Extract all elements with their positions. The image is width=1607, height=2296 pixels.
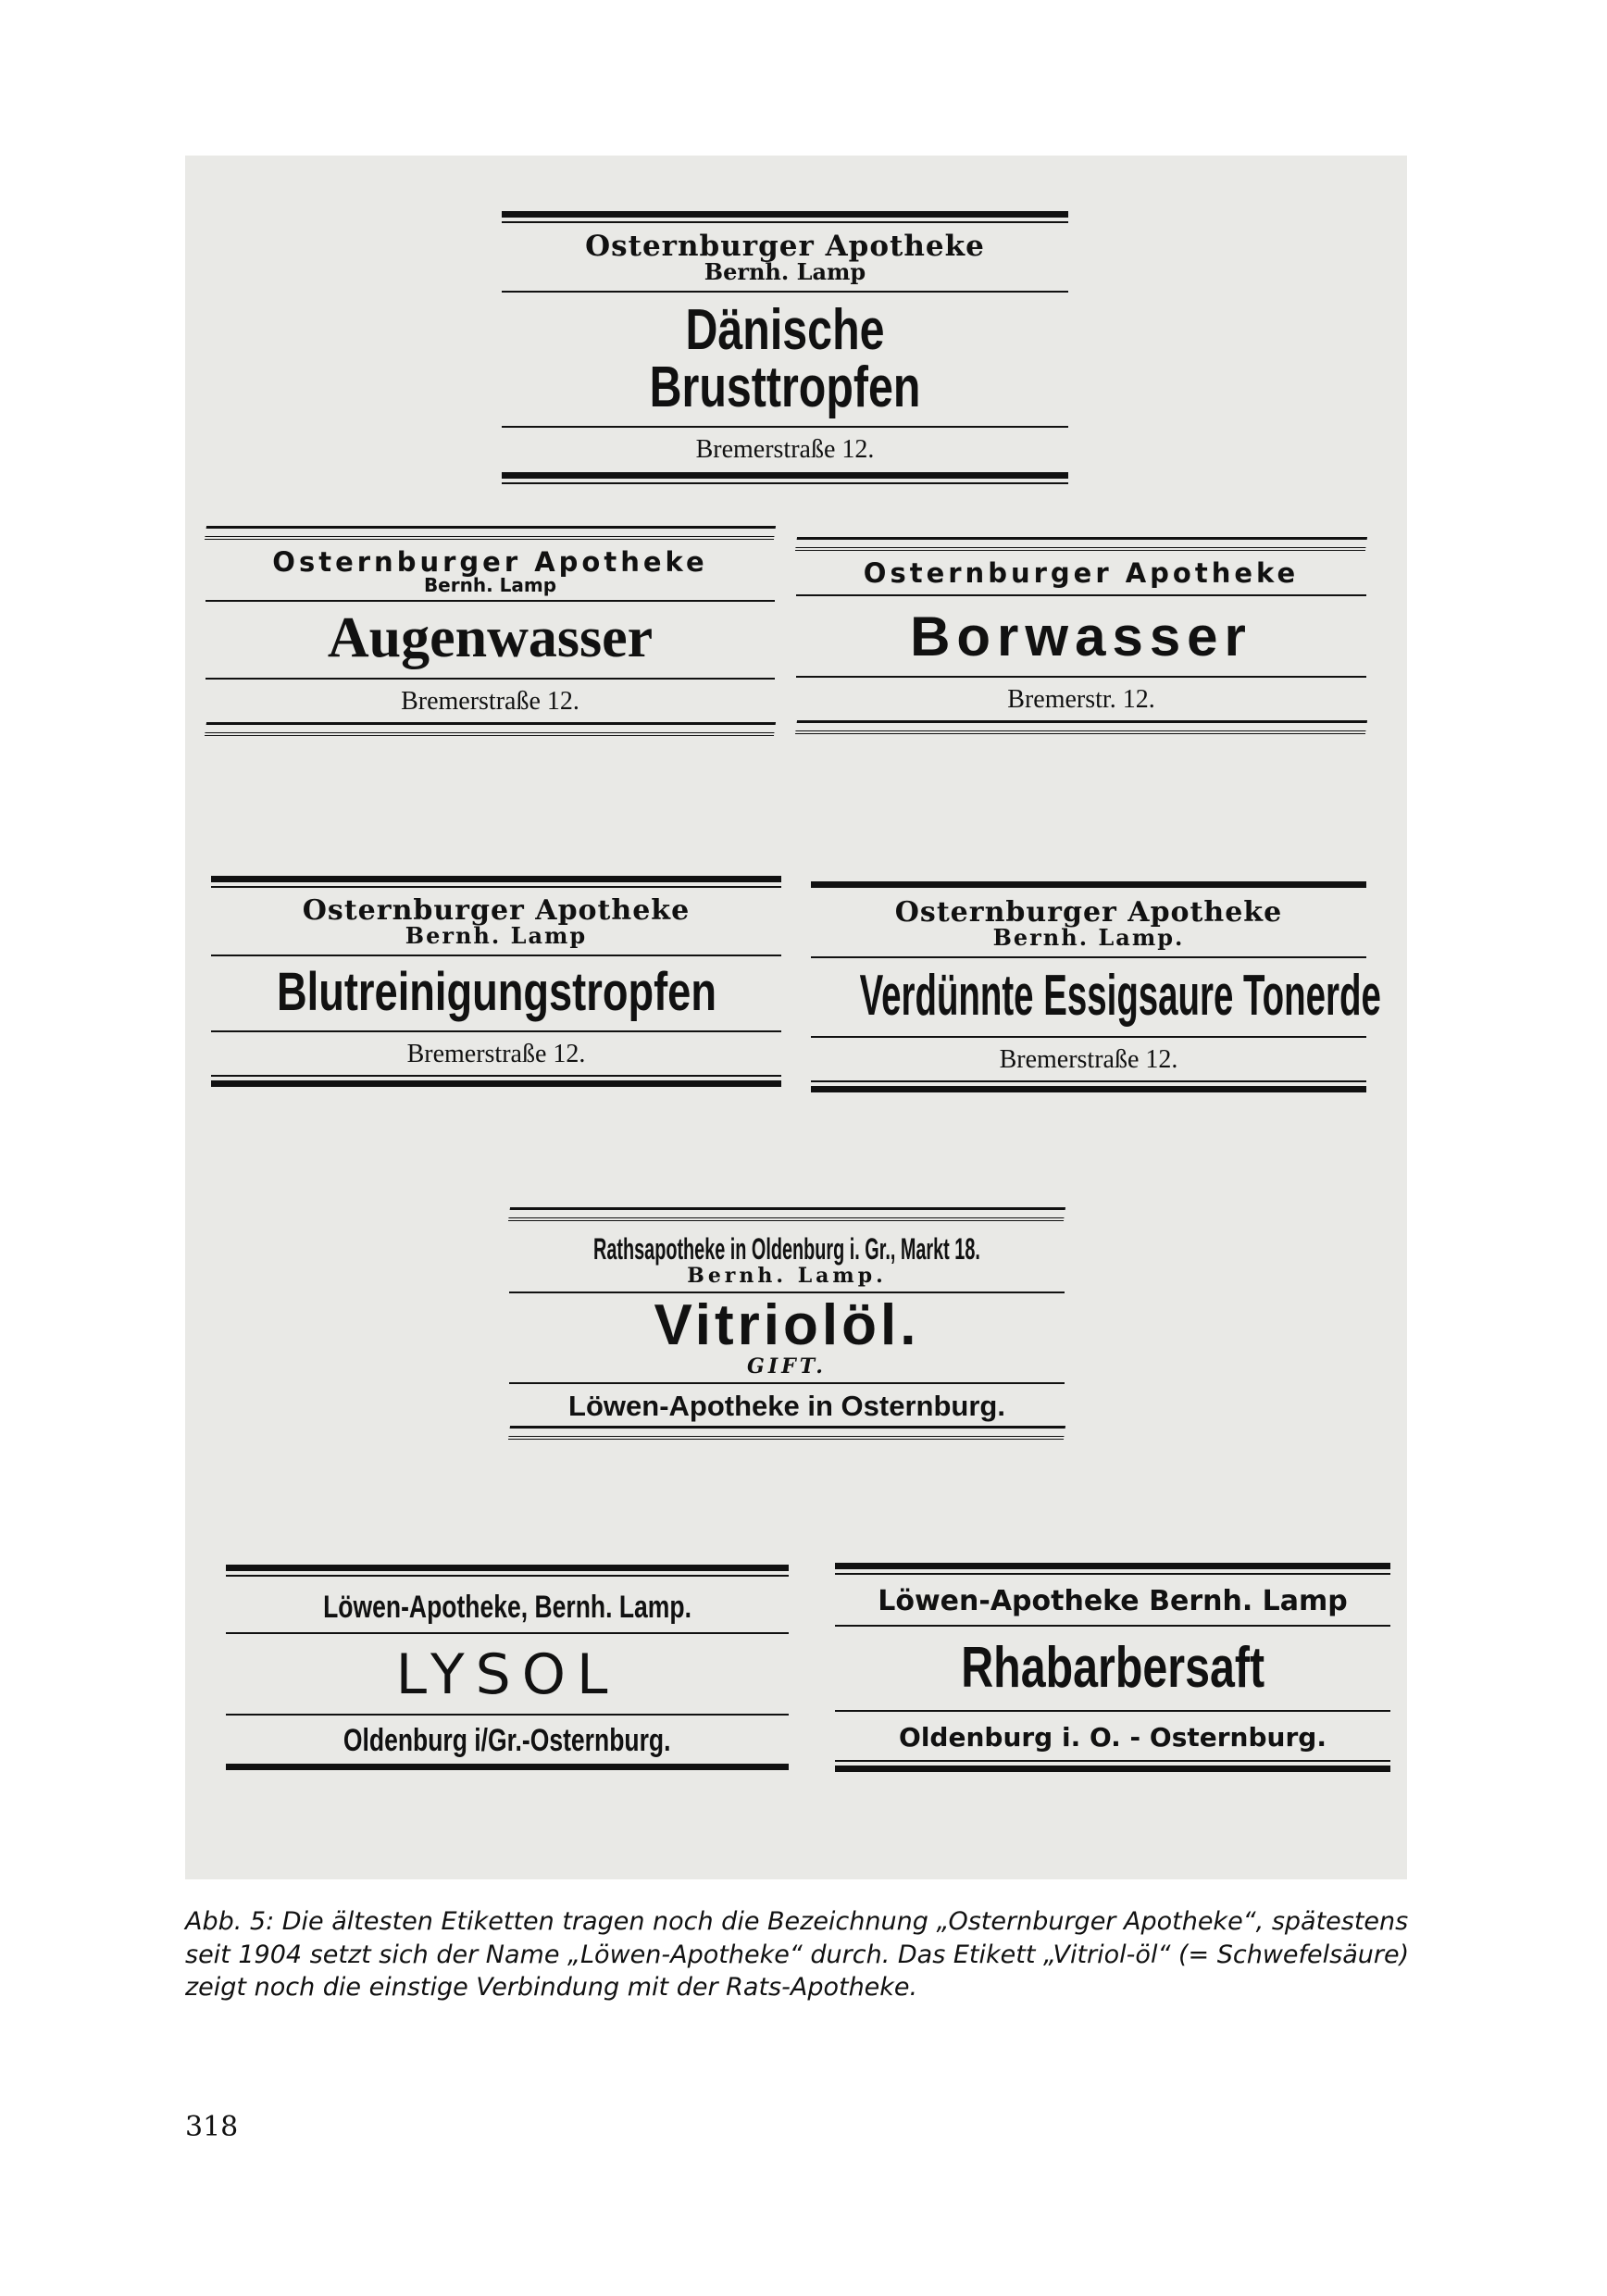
label-augenwasser bbox=[206, 526, 775, 736]
rule bbox=[502, 482, 1068, 484]
rule bbox=[502, 472, 1068, 479]
label-blutreinigung bbox=[211, 876, 781, 1087]
rule bbox=[211, 1030, 781, 1032]
address: Bremerstraße 12. bbox=[695, 435, 875, 464]
figure-caption: Abb. 5: Die ältesten Etiketten tragen noch die Bezeichnung „Osternburger Apotheke“, spätestens seit 1904 setzt sich der Name „Löwen-Apotheke“ durch. Das Etikett „Vitriol-öl“ (= Schwefelsäure) zeigt noch die einstige Verbindung mit der Rats-Apotheke. bbox=[185, 1907, 1410, 2003]
product-name: Augenwasser bbox=[327, 606, 654, 669]
rule bbox=[206, 678, 775, 680]
rule bbox=[211, 1075, 781, 1077]
rule bbox=[226, 1575, 789, 1577]
rule bbox=[796, 594, 1366, 596]
rule bbox=[206, 600, 775, 602]
pharmacy-name: Osternburger Apotheke bbox=[585, 230, 985, 263]
warning-text: GIFT. bbox=[747, 1354, 827, 1379]
owner-name: Bernh. Lamp bbox=[704, 258, 866, 285]
pharmacy-name: Osternburger Apotheke bbox=[863, 557, 1300, 589]
rule bbox=[835, 1760, 1390, 1762]
pharmacy-name: Löwen-Apotheke Bernh. Lamp bbox=[878, 1585, 1348, 1617]
rule bbox=[835, 1766, 1390, 1772]
product-name: Rhabarbersaft bbox=[961, 1636, 1264, 1700]
label-borwasser bbox=[796, 537, 1366, 734]
label-lysol bbox=[226, 1565, 789, 1770]
rule bbox=[502, 426, 1068, 428]
owner-name: Bernh. Lamp bbox=[405, 922, 588, 949]
wavy-rule bbox=[205, 722, 776, 736]
page-number: 318 bbox=[185, 2111, 239, 2143]
product-name: LYSOL bbox=[395, 1642, 619, 1707]
rule bbox=[835, 1563, 1390, 1569]
rule bbox=[502, 211, 1068, 218]
label-plate bbox=[185, 156, 1407, 1879]
wavy-rule bbox=[508, 1207, 1065, 1221]
rule bbox=[811, 956, 1366, 958]
product-name: Verdünnte Essigsaure Tonerde bbox=[859, 964, 1381, 1028]
address: Bremerstraße 12. bbox=[401, 687, 579, 716]
rule bbox=[835, 1573, 1390, 1575]
address: Bremerstraße 12. bbox=[999, 1045, 1178, 1074]
address: Löwen-Apotheke in Osternburg. bbox=[568, 1390, 1005, 1422]
rule bbox=[211, 876, 781, 882]
label-vitriol bbox=[509, 1207, 1065, 1440]
rule bbox=[226, 1565, 789, 1571]
rule bbox=[226, 1764, 789, 1770]
rule bbox=[835, 1625, 1390, 1627]
wavy-rule bbox=[508, 1426, 1065, 1440]
label-rhabarber bbox=[835, 1563, 1390, 1772]
address: Oldenburg i/Gr.-Osternburg. bbox=[343, 1723, 671, 1758]
owner-name: Bernh. Lamp. bbox=[992, 924, 1185, 951]
rule bbox=[796, 676, 1366, 678]
pharmacy-name: Rathsapotheke in Oldenburg i. Gr., Markt 18. bbox=[593, 1232, 980, 1266]
pharmacy-name: Osternburger Apotheke bbox=[894, 896, 1283, 929]
wavy-rule bbox=[795, 537, 1367, 551]
owner-name: Bernh. Lamp bbox=[423, 574, 557, 596]
label-brusttropfen bbox=[502, 211, 1068, 484]
rule bbox=[502, 221, 1068, 223]
wavy-rule bbox=[205, 526, 776, 540]
rule bbox=[835, 1710, 1390, 1712]
address: Bremerstr. 12. bbox=[1007, 685, 1155, 714]
rule bbox=[811, 881, 1366, 888]
rule bbox=[211, 955, 781, 956]
rule bbox=[226, 1632, 789, 1634]
address: Oldenburg i. O. - Osternburg. bbox=[899, 1722, 1327, 1753]
product-name: Blutreinigungstropfen bbox=[276, 962, 716, 1022]
product-name: Borwasser bbox=[910, 605, 1252, 668]
label-tonerde bbox=[811, 881, 1381, 1092]
address: Bremerstraße 12. bbox=[406, 1040, 586, 1068]
rule bbox=[211, 1080, 781, 1087]
wavy-rule bbox=[795, 720, 1367, 734]
pharmacy-name: Osternburger Apotheke bbox=[302, 894, 691, 927]
rule bbox=[502, 291, 1068, 293]
rule bbox=[226, 1714, 789, 1716]
pharmacy-name: Osternburger Apotheke bbox=[272, 546, 708, 578]
rule bbox=[509, 1382, 1065, 1384]
owner-name: Bernh. Lamp. bbox=[687, 1264, 887, 1288]
rule bbox=[811, 1036, 1366, 1038]
rule bbox=[211, 886, 781, 888]
product-name: Vitriolöl. bbox=[654, 1293, 920, 1357]
rule bbox=[811, 1080, 1366, 1082]
rule bbox=[811, 1086, 1366, 1092]
product-name: Dänische Brusttropfen bbox=[649, 298, 921, 419]
pharmacy-name: Löwen-Apotheke, Bernh. Lamp. bbox=[323, 1590, 691, 1625]
